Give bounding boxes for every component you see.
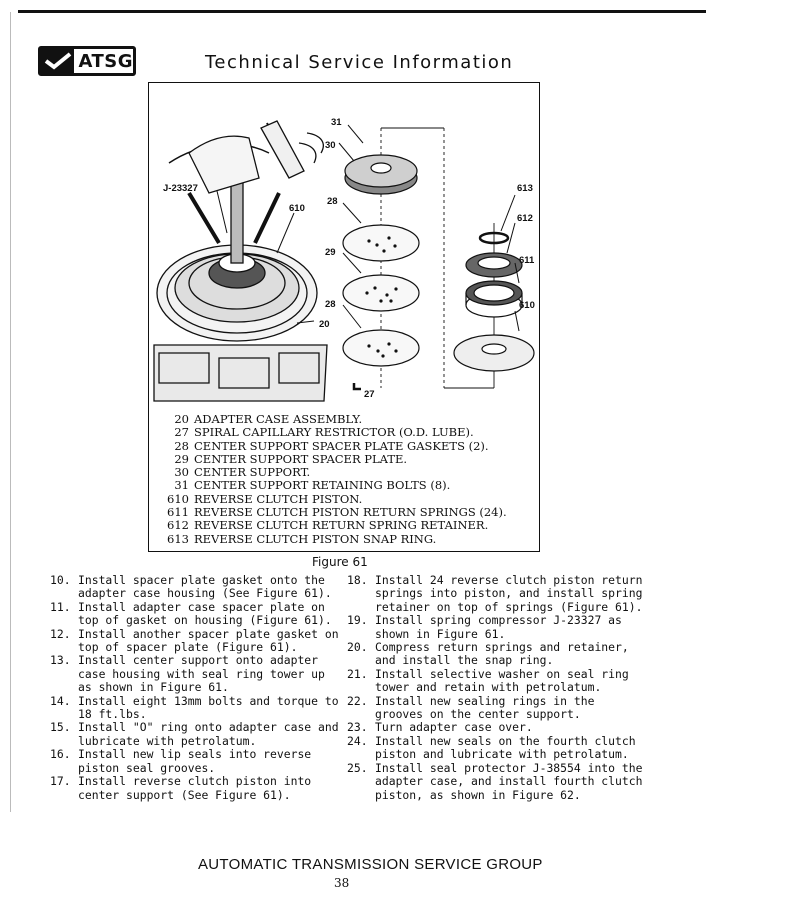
step-item: 15. Install "O" ring onto adapter case and lubricate with petrolatum. <box>50 720 339 748</box>
step-item: 16. Install new lip seals into reverse piston seal grooves. <box>50 747 312 775</box>
step-item: 14. Install eight 13mm bolts and torque to 18 ft.lbs. <box>50 693 339 722</box>
legend-row: 612 REVERSE CLUTCH RETURN SPRING RETAINER. <box>167 518 489 533</box>
step-item: 18. Install 24 reverse clutch piston return springs into piston, and install spring retainer on top of springs (Figure 61). <box>347 573 643 614</box>
legend-row: 31 CENTER SUPPORT RETAINING BOLTS (8). <box>174 478 451 493</box>
adapter-case-drawing <box>154 121 327 401</box>
footer-org-name: AUTOMATIC TRANSMISSION SERVICE GROUP <box>198 856 543 873</box>
figure-legend <box>159 413 507 546</box>
callout-612: 612 <box>517 213 533 224</box>
callout-613: 613 <box>517 183 533 194</box>
logo-text: ATSG <box>78 50 133 72</box>
callout-20: 20 <box>319 319 330 330</box>
page-title: Technical Service Information <box>205 52 514 73</box>
callout-611: 611 <box>519 255 535 266</box>
callout-28-lower: 28 <box>325 299 336 310</box>
callout-tool-j23327: J-23327 <box>163 183 198 194</box>
callout-30: 30 <box>325 140 336 151</box>
legend-row: 29 CENTER SUPPORT SPACER PLATE. <box>174 451 408 466</box>
callout-28-upper: 28 <box>327 196 338 207</box>
left-margin-rule <box>10 12 11 812</box>
step-item: 21. Install selective washer on seal ring tower and retain with petrolatum. <box>347 666 629 695</box>
step-item: 12. Install another spacer plate gasket on top of spacer plate (Figure 61). <box>50 626 339 655</box>
top-rule <box>18 10 706 13</box>
center-support-stack <box>343 155 419 366</box>
callout-31: 31 <box>331 117 342 128</box>
step-item: 20. Compress return springs and retainer, and install the snap ring. <box>347 640 629 668</box>
legend-row: 30 CENTER SUPPORT. <box>174 465 311 480</box>
step-item: 17. Install reverse clutch piston into center support (See Figure 61). <box>50 774 312 802</box>
step-item: 23. Turn adapter case over. <box>347 720 533 735</box>
steps-right-column <box>347 574 647 802</box>
steps-left-column <box>50 574 340 802</box>
callout-27: 27 <box>364 389 375 400</box>
legend-row: 610 REVERSE CLUTCH PISTON. <box>167 491 363 506</box>
figure-caption: Figure 61 <box>312 555 368 569</box>
legend-row: 28 CENTER SUPPORT SPACER PLATE GASKETS (2). <box>174 438 489 453</box>
step-item: 19. Install spring compressor J-23327 as shown in Figure 61. <box>347 613 622 641</box>
step-item: 10. Install spacer plate gasket onto the adapter case housing (See Figure 61). <box>50 573 332 601</box>
exploded-view-illustration <box>149 83 538 411</box>
page-number: 38 <box>334 876 350 890</box>
callout-29: 29 <box>325 247 336 258</box>
figure-61-box <box>148 82 540 552</box>
logo-check-icon <box>41 49 74 73</box>
legend-row: 20 ADAPTER CASE ASSEMBLY. <box>174 412 363 426</box>
callout-610-left: 610 <box>289 203 305 214</box>
atsg-logo <box>38 46 136 76</box>
legend-row: 613 REVERSE CLUTCH PISTON SNAP RING. <box>167 531 437 546</box>
step-item: 25. Install seal protector J-38554 into the adapter case, and install fourth clutch piston, as shown in Figure 62. <box>347 760 643 802</box>
legend-row: 611 REVERSE CLUTCH PISTON RETURN SPRINGS (24). <box>167 505 507 520</box>
callout-610-right: 610 <box>519 300 535 311</box>
legend-row: 27 SPIRAL CAPILLARY RESTRICTOR (O.D. LUBE). <box>174 425 474 440</box>
step-item: 13. Install center support onto adapter case housing with seal ring tower up as shown in Figure 61. <box>50 653 325 695</box>
step-item: 11. Install adapter case spacer plate on top of gasket on housing (Figure 61). <box>50 599 332 628</box>
step-item: 24. Install new seals on the fourth clutch piston and lubricate with petrolatum. <box>347 733 636 762</box>
step-item: 22. Install new sealing rings in the grooves on the center support. <box>347 693 595 722</box>
